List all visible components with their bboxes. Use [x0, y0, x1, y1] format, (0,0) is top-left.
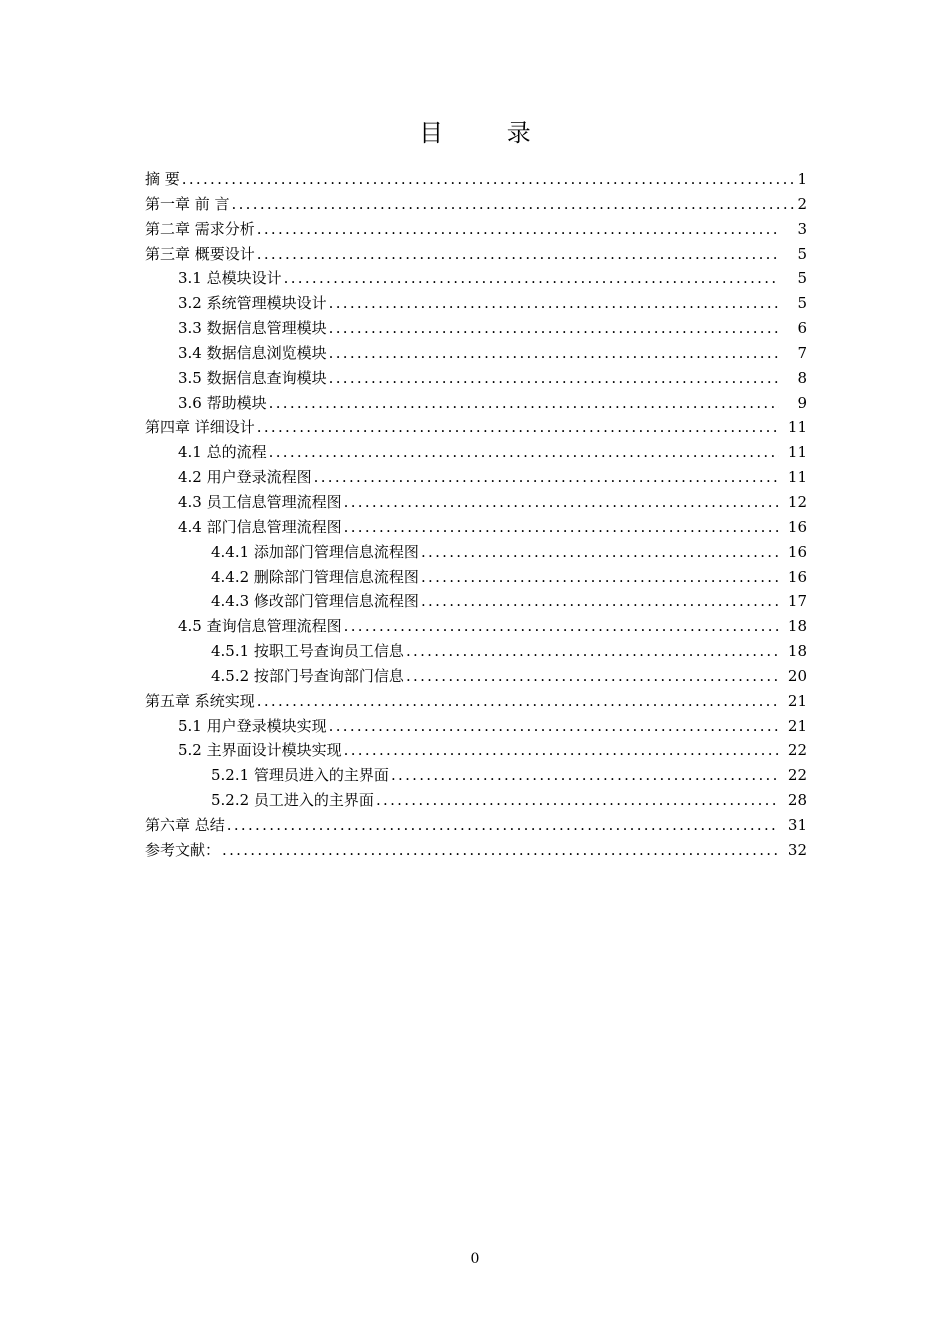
toc-entry[interactable]: [145, 491, 807, 516]
toc-entry-page: 7: [797, 343, 807, 362]
toc-entry-label: 4.5 查询信息管理流程图: [178, 617, 342, 636]
toc-entry-label: 4.4.3 修改部门管理信息流程图: [211, 592, 419, 611]
toc-leader-dots: [269, 392, 779, 414]
toc-entry[interactable]: [145, 541, 807, 566]
toc-entry-label: 第四章 详细设计: [145, 418, 255, 437]
toc-leader-dots: [421, 541, 779, 563]
toc-entry[interactable]: [145, 814, 807, 839]
toc-entry-label: 4.5.1 按职工号查询员工信息: [211, 642, 404, 661]
toc-leader-dots: [421, 590, 779, 612]
toc-entry-page: 22: [787, 766, 807, 785]
toc-entry-label: 第二章 需求分析: [145, 219, 255, 238]
toc-entry-page: 5: [797, 244, 807, 263]
toc-entry[interactable]: [145, 715, 807, 740]
toc-entry[interactable]: [145, 392, 807, 417]
toc-leader-dots: [391, 764, 779, 786]
toc-entry-label: 4.5.2 按部门号查询部门信息: [211, 666, 404, 685]
toc-entry[interactable]: [145, 739, 807, 764]
toc-entry[interactable]: [145, 466, 807, 491]
toc-entry-page: 6: [797, 319, 807, 338]
toc-entry-label: 4.2 用户登录流程图: [178, 468, 312, 487]
page-title: 目 录: [419, 119, 559, 147]
toc-entry-page: 20: [787, 666, 807, 685]
toc-entry[interactable]: [145, 193, 807, 218]
toc-entry[interactable]: [145, 243, 807, 268]
toc-entry-page: 16: [787, 567, 807, 586]
toc-leader-dots: [329, 715, 779, 737]
toc-leader-dots: [406, 665, 779, 687]
toc-entry[interactable]: [145, 292, 807, 317]
toc-entry-page: 17: [787, 592, 807, 611]
toc-entry-page: 9: [797, 393, 807, 412]
toc-entry-page: 3: [797, 219, 807, 238]
toc-leader-dots: [344, 491, 779, 513]
toc-leader-dots: [257, 243, 779, 265]
toc-entry-label: 5.2 主界面设计模块实现: [178, 741, 342, 760]
toc-entry[interactable]: [145, 168, 807, 193]
toc-leader-dots: [182, 168, 796, 190]
toc-entry[interactable]: [145, 615, 807, 640]
toc-entry-page: 18: [787, 617, 807, 636]
toc-leader-dots: [344, 516, 779, 538]
toc-leader-dots: [314, 466, 779, 488]
toc-entry-label: 3.2 系统管理模块设计: [178, 294, 327, 313]
toc-leader-dots: [257, 218, 779, 240]
toc-entry-page: 21: [787, 716, 807, 735]
toc-entry-page: 21: [787, 691, 807, 710]
toc-entry-label: 4.4.2 删除部门管理信息流程图: [211, 567, 419, 586]
toc-entry[interactable]: [145, 267, 807, 292]
toc-entry-label: 摘 要: [145, 170, 180, 188]
toc-leader-dots: [344, 615, 779, 637]
toc-entry[interactable]: [145, 839, 807, 864]
toc-entry[interactable]: [145, 690, 807, 715]
toc-entry-label: 4.3 员工信息管理流程图: [178, 492, 342, 511]
toc-leader-dots: [376, 789, 779, 811]
toc-entry[interactable]: [145, 441, 807, 466]
toc-entry-page: 28: [787, 791, 807, 810]
toc-leader-dots: [421, 566, 779, 588]
toc-entry-label: 第一章 前 言: [145, 194, 230, 213]
toc-entry-page: 11: [787, 418, 807, 437]
toc-entry[interactable]: [145, 665, 807, 690]
toc-leader-dots: [406, 640, 779, 662]
toc-entry-label: 3.4 数据信息浏览模块: [178, 343, 327, 362]
toc-entry-label: 5.1 用户登录模块实现: [178, 716, 327, 735]
toc-entry[interactable]: [145, 640, 807, 665]
toc-entry[interactable]: [145, 590, 807, 615]
toc-entry[interactable]: [145, 218, 807, 243]
toc-entry[interactable]: [145, 317, 807, 342]
toc-entry-page: 18: [787, 642, 807, 661]
toc-leader-dots: [232, 193, 796, 215]
toc-entry[interactable]: [145, 566, 807, 591]
toc-entry-label: 第五章 系统实现: [145, 691, 255, 710]
toc-entry[interactable]: [145, 342, 807, 367]
toc-entry[interactable]: [145, 416, 807, 441]
toc-entry[interactable]: [145, 516, 807, 541]
toc-entry[interactable]: [145, 789, 807, 814]
toc-entry-page: 16: [787, 542, 807, 561]
toc-entry-page: 8: [797, 368, 807, 387]
toc-entry-label: 3.6 帮助模块: [178, 393, 267, 412]
toc-entry-page: 5: [797, 269, 807, 288]
toc-entry-page: 22: [787, 741, 807, 760]
toc-entry-page: 11: [787, 443, 807, 462]
page-number: 0: [470, 1251, 480, 1267]
toc-leader-dots: [329, 292, 779, 314]
toc-entry-label: 第三章 概要设计: [145, 244, 255, 263]
toc-entry-page: 32: [787, 840, 807, 859]
toc-leader-dots: [257, 690, 779, 712]
toc-entry-label: 4.4 部门信息管理流程图: [178, 517, 342, 536]
toc-leader-dots: [329, 367, 779, 389]
toc-entry-label: 4.1 总的流程: [178, 443, 267, 462]
toc-entry-page: 1: [797, 170, 807, 188]
toc-leader-dots: [344, 739, 779, 761]
toc-entry-page: 11: [787, 468, 807, 487]
toc-entry-page: 2: [797, 194, 807, 213]
toc-entry-label: 3.3 数据信息管理模块: [178, 319, 327, 338]
toc-entry[interactable]: [145, 764, 807, 789]
toc-entry-page: 12: [787, 492, 807, 511]
toc-entry[interactable]: [145, 367, 807, 392]
toc-entry-label: 4.4.1 添加部门管理信息流程图: [211, 542, 419, 561]
toc-entry-label: 第六章 总结: [145, 815, 225, 834]
toc-entry-label: 3.1 总模块设计: [178, 269, 282, 288]
toc-leader-dots: [222, 839, 779, 861]
toc-leader-dots: [284, 267, 779, 289]
toc-leader-dots: [329, 342, 779, 364]
toc-leader-dots: [269, 441, 779, 463]
toc-entry-page: 5: [797, 294, 807, 313]
toc-leader-dots: [227, 814, 779, 836]
table-of-contents: [145, 168, 807, 864]
toc-entry-page: 31: [787, 815, 807, 834]
toc-leader-dots: [329, 317, 779, 339]
toc-entry-label: 5.2.1 管理员进入的主界面: [211, 766, 389, 785]
toc-entry-page: 16: [787, 517, 807, 536]
toc-leader-dots: [257, 416, 779, 438]
toc-entry-label: 参考文献：: [145, 840, 221, 859]
toc-entry-label: 5.2.2 员工进入的主界面: [211, 791, 374, 810]
toc-entry-label: 3.5 数据信息查询模块: [178, 368, 327, 387]
